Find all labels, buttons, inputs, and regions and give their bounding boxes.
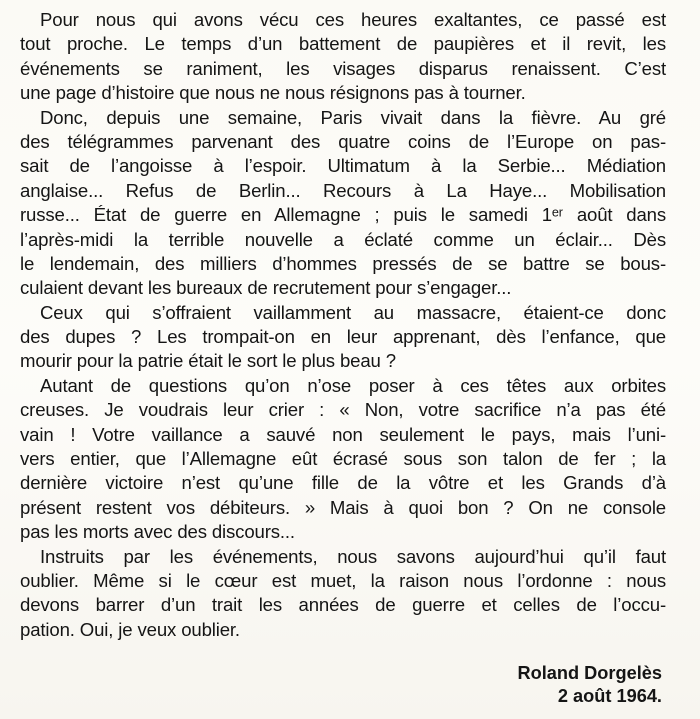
paragraph-2-line-3: sait de l’angoisse à l’espoir. Ultimatum à la Serbie... Médiation — [20, 155, 666, 177]
signature-date: 2 août 1964. — [557, 686, 662, 706]
paragraph-2-line-6: l’après-midi la terrible nouvelle a éclaté comme un éclair... Dès — [20, 228, 666, 250]
paragraph-4-line-5: dernière victoire n’est qu’une fille de la vôtre et les Grands d’à — [20, 472, 666, 494]
paragraph-3-line-3: mourir pour la patrie était le sort le plus beau ? — [20, 350, 396, 372]
paragraph-3-line-1: Ceux qui s’offraient vaillamment au massacre, étaient-ce donc — [40, 301, 666, 323]
paragraph-1-line-4: une page d’histoire que nous ne nous résignons pas à tourner. — [20, 82, 526, 104]
paragraph-5-line-1: Instruits par les événements, nous savons aujourd’hui qu’il faut — [40, 545, 666, 567]
paragraph-2-line-5: russe... État de guerre en Allemagne ; puis le samedi 1ᵉʳ août dans — [20, 204, 666, 226]
paragraph-4-line-1: Autant de questions qu’on n’ose poser à ces têtes aux orbites — [40, 374, 666, 396]
paragraph-1-line-3: événements se raniment, les visages disparus renaissent. C’est — [20, 57, 666, 79]
paragraph-4-line-2: creuses. Je voudrais leur crier : « Non, votre sacrifice n’a pas été — [20, 399, 666, 421]
paragraph-5-line-4: pation. Oui, je veux oublier. — [20, 618, 240, 640]
paragraph-5-line-2: oublier. Même si le cœur est muet, la raison nous l’ordonne : nous — [20, 569, 666, 591]
paragraph-2-line-1: Donc, depuis une semaine, Paris vivait dans la fièvre. Au gré — [40, 106, 666, 128]
paragraph-2-line-2: des télégrammes parvenant des quatre coins de l’Europe on pas- — [20, 130, 666, 152]
text-block — [20, 8, 666, 642]
signature-block — [517, 662, 662, 708]
paragraph-5-line-3: devons barrer d’un trait les années de guerre et celles de l’occu- — [20, 594, 666, 616]
signature-author: Roland Dorgelès — [517, 663, 662, 683]
paragraph-1-line-2: tout proche. Le temps d’un battement de paupières et il revit, les — [20, 33, 666, 55]
paragraph-4-line-3: vain ! Votre vaillance a sauvé non seulement le pays, mais l’uni- — [20, 423, 666, 445]
paragraph-4-line-4: vers entier, que l’Allemagne eût écrasé sous son talon de fer ; la — [20, 448, 666, 470]
paragraph-4-line-7: pas les morts avec des discours... — [20, 521, 295, 543]
paragraph-4-line-6: présent restent vos débiteurs. » Mais à quoi bon ? On ne console — [20, 496, 666, 518]
paragraph-1-line-1: Pour nous qui avons vécu ces heures exaltantes, ce passé est — [40, 9, 666, 30]
paragraph-2-line-7: le lendemain, des milliers d’hommes pressés de se battre se bous- — [20, 252, 666, 274]
paragraph-2-line-8: culaient devant les bureaux de recrutement pour s’engager... — [20, 277, 512, 299]
paragraph-3-line-2: des dupes ? Les trompait-on en leur apprenant, dès l’enfance, que — [20, 326, 666, 348]
paragraph-2-line-4: anglaise... Refus de Berlin... Recours à La Haye... Mobilisation — [20, 179, 666, 201]
